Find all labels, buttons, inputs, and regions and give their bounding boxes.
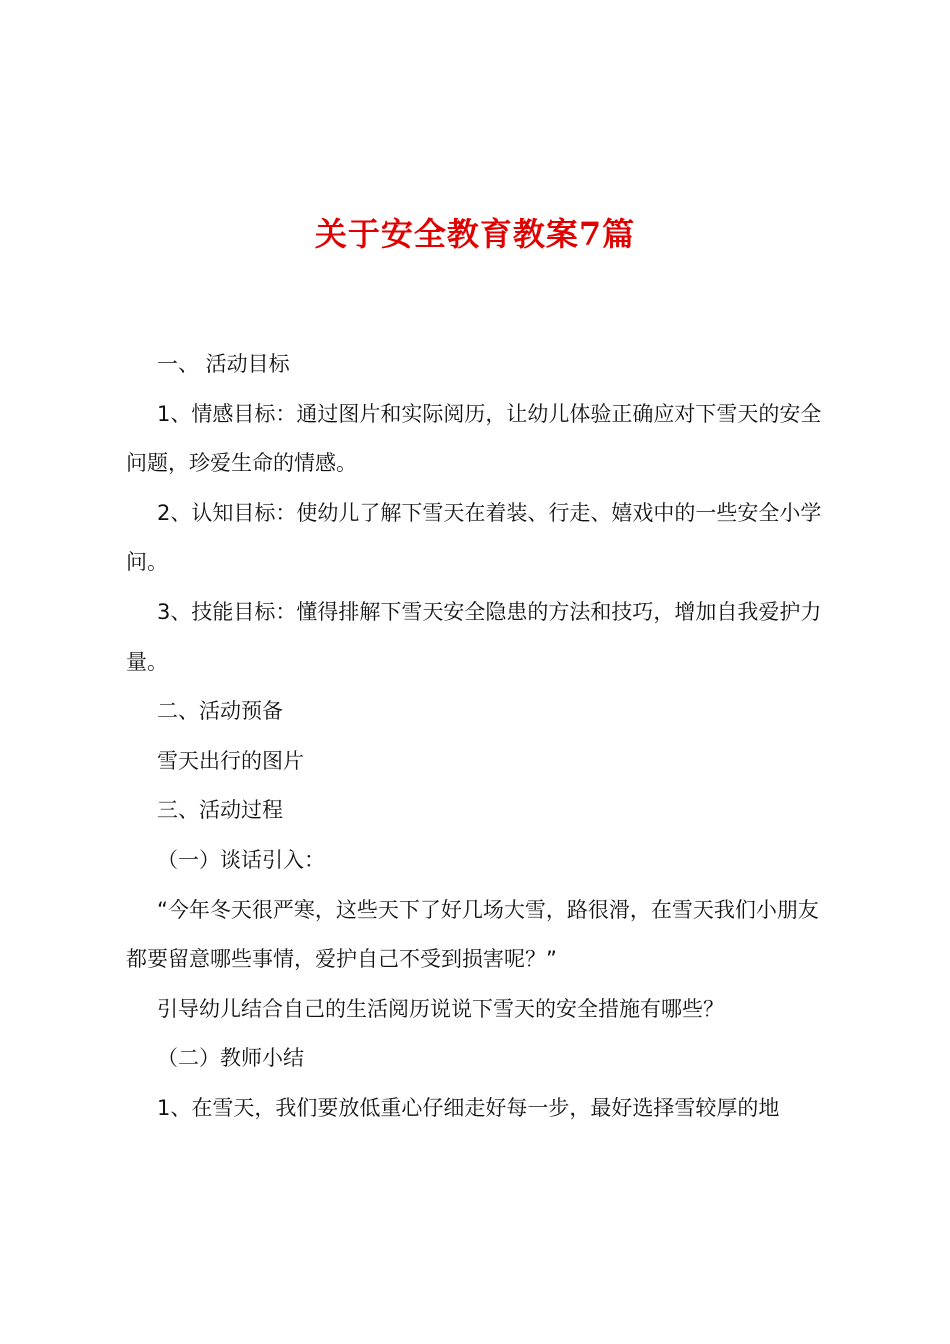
goal-emotion: 1、情感目标：通过图片和实际阅历，让幼儿体验正确应对下雪天的安全问题，珍爱生命的情感。 bbox=[126, 401, 822, 476]
section-heading-process: 三、活动过程 bbox=[157, 798, 283, 823]
section-heading-preparation: 二、活动预备 bbox=[157, 699, 283, 724]
document-title: 关于安全教育教案7篇 bbox=[314, 215, 636, 253]
section-heading-goals: 一、 活动目标 bbox=[157, 352, 290, 376]
document-body bbox=[126, 340, 836, 1134]
intro-quote: “今年冬天很严寒，这些天下了好几场大雪，路很滑，在雪天我们小朋友都要留意哪些事情，爱护自己不受到损害呢？” bbox=[126, 897, 819, 972]
summary-item-1: 1、在雪天，我们要放低重心仔细走好每一步，最好选择雪较厚的地 bbox=[157, 1095, 780, 1120]
preparation-item: 雪天出行的图片 bbox=[157, 748, 304, 773]
goal-cognition: 2、认知目标：使幼儿了解下雪天在着装、行走、嬉戏中的一些安全小学问。 bbox=[126, 500, 822, 575]
guidance-paragraph: 引导幼儿结合自己的生活阅历说说下雪天的安全措施有哪些？ bbox=[157, 996, 724, 1021]
subsection-heading-summary: （二）教师小结 bbox=[157, 1046, 304, 1071]
goal-skill: 3、技能目标：懂得排解下雪天安全隐患的方法和技巧，增加自我爱护力量。 bbox=[126, 599, 822, 674]
subsection-heading-intro: （一）谈话引入： bbox=[157, 847, 325, 872]
